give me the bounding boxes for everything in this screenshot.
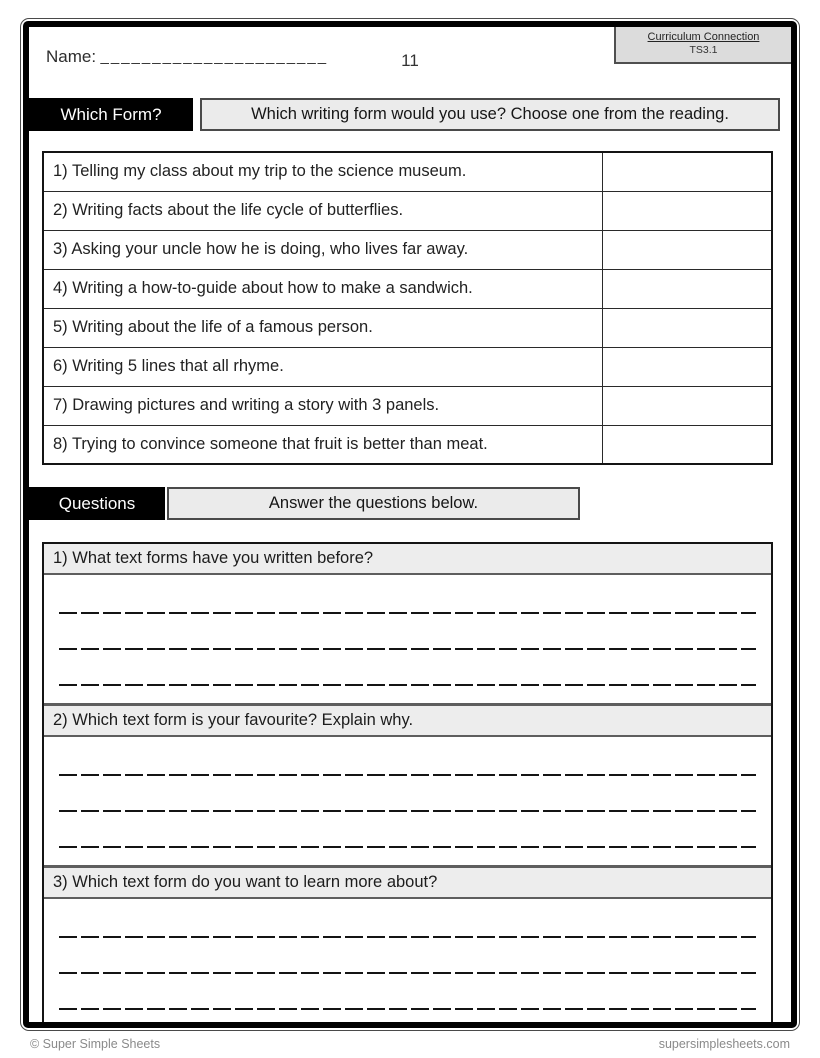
name-label: Name: (46, 47, 97, 66)
table-row (43, 386, 772, 425)
item-text: Writing about the life of a famous person. (72, 318, 373, 336)
question-number: 2) (53, 711, 68, 729)
item-number: 2) (53, 201, 68, 219)
writing-area (44, 575, 771, 703)
curriculum-title: Curriculum Connection (647, 31, 760, 43)
question-header (44, 544, 771, 575)
table-row (43, 152, 772, 191)
writing-line[interactable] (59, 974, 756, 1010)
prompt-cell (43, 386, 602, 425)
question-text: What text forms have you written before? (72, 549, 374, 567)
which-form-section-bar (29, 98, 791, 131)
curriculum-connection-badge (614, 27, 791, 64)
prompt-cell (43, 425, 602, 464)
page-header (29, 27, 791, 85)
writing-line[interactable] (59, 776, 756, 812)
question-number: 1) (53, 549, 68, 567)
item-text: Asking your uncle how he is doing, who lives far away. (71, 240, 469, 258)
prompt-cell (43, 269, 602, 308)
question-header (44, 865, 771, 899)
writing-line[interactable] (59, 650, 756, 686)
website-link[interactable]: supersimplesheets.com (658, 1037, 790, 1051)
prompt-cell (43, 191, 602, 230)
which-form-table (42, 151, 773, 465)
writing-line[interactable] (59, 938, 756, 974)
writing-area (44, 899, 771, 1027)
item-text: Trying to convince someone that fruit is better than meat. (71, 434, 488, 453)
answer-cell[interactable] (602, 347, 772, 386)
writing-line[interactable] (59, 614, 756, 650)
page-number: 11 (401, 51, 419, 70)
item-text: Writing 5 lines that all rhyme. (72, 357, 284, 375)
prompt-cell (43, 230, 602, 269)
question-section (44, 865, 771, 1027)
item-number: 8) (53, 434, 68, 453)
item-number: 1) (53, 162, 68, 181)
worksheet-page-inner (23, 21, 797, 1028)
item-text: Writing a how-to-guide about how to make a sandwich. (72, 279, 473, 297)
prompt-cell (43, 152, 602, 191)
table-row (43, 308, 772, 347)
item-number: 3) (53, 240, 68, 258)
item-number: 5) (53, 318, 68, 336)
questions-section-bar (29, 487, 791, 520)
questions-instruction: Answer the questions below. (167, 487, 580, 520)
questions-box (42, 542, 773, 1028)
answer-cell[interactable] (602, 191, 772, 230)
answer-cell[interactable] (602, 425, 772, 464)
table-row (43, 230, 772, 269)
table-row (43, 191, 772, 230)
questions-label: Questions (29, 487, 165, 520)
answer-cell[interactable] (602, 269, 772, 308)
table-row (43, 269, 772, 308)
question-section (44, 703, 771, 865)
writing-line[interactable] (59, 740, 756, 776)
curriculum-code: TS3.1 (689, 44, 718, 56)
name-fill-in-line[interactable]: ______________________ (100, 48, 329, 65)
which-form-label: Which Form? (29, 98, 193, 131)
which-form-instruction: Which writing form would you use? Choose one from the reading. (200, 98, 780, 131)
table-row (43, 347, 772, 386)
answer-cell[interactable] (602, 386, 772, 425)
item-number: 6) (53, 357, 68, 375)
answer-cell[interactable] (602, 230, 772, 269)
writing-area (44, 737, 771, 865)
writing-line[interactable] (59, 578, 756, 614)
answer-cell[interactable] (602, 152, 772, 191)
page-footer (30, 1037, 790, 1051)
writing-line[interactable] (59, 902, 756, 938)
table-row (43, 425, 772, 464)
answer-cell[interactable] (602, 308, 772, 347)
worksheet-page (20, 18, 800, 1031)
item-text: Telling my class about my trip to the science museum. (71, 162, 467, 181)
copyright-text: © Super Simple Sheets (30, 1037, 161, 1051)
question-number: 3) (53, 873, 68, 891)
item-text: Drawing pictures and writing a story with 3 panels. (72, 396, 440, 414)
item-number: 4) (53, 279, 68, 297)
writing-line[interactable] (59, 812, 756, 848)
item-text: Writing facts about the life cycle of butterflies. (72, 201, 404, 219)
question-text: Which text form do you want to learn more about? (72, 873, 438, 891)
item-number: 7) (53, 396, 68, 414)
question-section (44, 544, 771, 703)
prompt-cell (43, 347, 602, 386)
prompt-cell (43, 308, 602, 347)
question-header (44, 703, 771, 737)
question-text: Which text form is your favourite? Explain why. (72, 711, 414, 729)
